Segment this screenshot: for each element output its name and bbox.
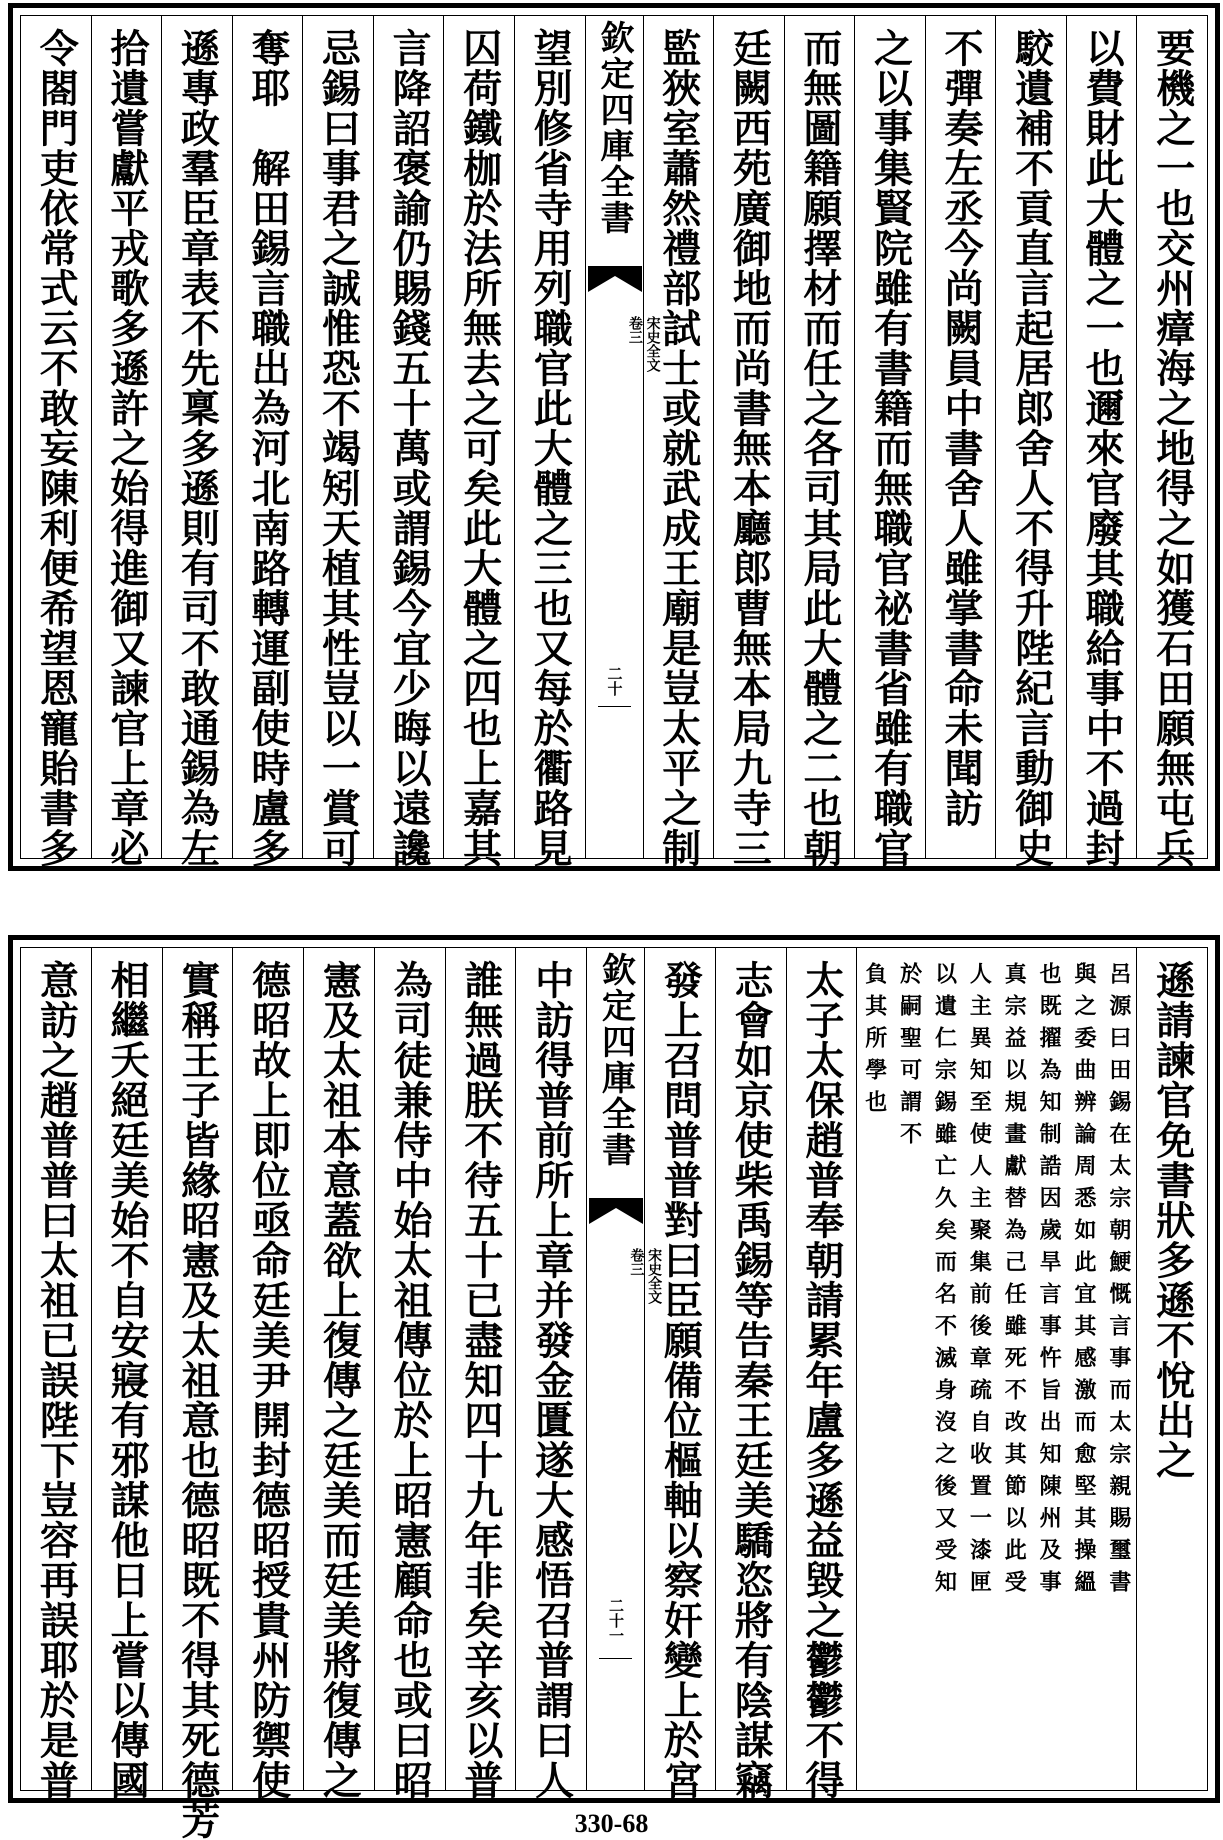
text-column: 憲及太祖本意蓋欲上復傳之廷美而廷美將復傳之 — [303, 948, 374, 1790]
book-title: 欽定四庫全書 — [595, 952, 636, 1168]
annotation-column: 也既擢為知制誥因歲旱言事忤旨出知陳州及事 — [1036, 962, 1063, 1602]
page-number: 二十 — [605, 666, 624, 696]
volume-number: 卷三 — [626, 316, 643, 344]
annotation-block — [856, 948, 1136, 1790]
upper-page-columns — [21, 16, 1207, 868]
center-fold-column — [586, 948, 663, 1790]
annotation-column: 於嗣聖可謂不 — [896, 962, 923, 1154]
annotation-column: 負其所學也 — [861, 962, 888, 1122]
text-column: 言降詔褒諭仍賜錢五十萬或謂錫今宜少晦以遠讒 — [373, 16, 444, 858]
text-column: 而無圖籍願擇材而任之各司其局此大體之二也朝 — [784, 16, 855, 858]
text-column: 為司徒兼侍中始太祖傳位於上昭憲顧命也或曰昭 — [374, 948, 445, 1790]
text-column: 監狹室蕭然禮部試士或就武成王廟是豈太平之制 — [643, 16, 714, 858]
book-title: 欽定四庫全書 — [594, 20, 634, 236]
text-column: 望別修省寺用列職官此大體之三也又每於衢路見 — [514, 16, 585, 858]
text-column: 德昭故上即位亟命廷美尹開封德昭授貴州防禦使 — [232, 948, 303, 1790]
text-column: 囚荷鐵枷於法所無去之可矣此大體之四也上嘉其 — [443, 16, 514, 858]
text-column: 要機之一也交州瘴海之地得之如獲石田願無屯兵 — [1136, 16, 1207, 858]
text-column: 不彈奏左丞今尚闕員中書舍人雖掌書命未聞訪 — [925, 16, 996, 858]
fish-tail-mark-icon — [586, 266, 644, 296]
text-column: 遜專政羣臣章表不先稟多遜則有司不敢通錫為左 — [161, 16, 232, 858]
fish-tail-mark-icon — [587, 1198, 645, 1228]
text-column: 之以事集賢院雖有書籍而無職官祕書省雖有職官 — [854, 16, 925, 858]
text-column: 令閤門吏依常式云不敢妄陳利便希望恩寵貽書多 — [33, 28, 80, 868]
text-column: 忌錫曰事君之誠惟恐不竭矧天植其性豈以一賞可 — [302, 16, 373, 858]
text-column: 實稱王子皆緣昭憲及太祖意也德昭既不得其死德芳 — [162, 948, 233, 1790]
annotation-column: 與之委曲辨論周悉如此宜其感激而愈堅其操縕 — [1070, 962, 1097, 1602]
text-column: 誰無過朕不待五十已盡知四十九年非矣辛亥以普 — [445, 948, 516, 1790]
text-column: 廷闕西苑廣御地而尚書無本廳郎曹無本局九寺三 — [713, 16, 784, 858]
text-column: 奪耶 解田錫言職出為河北南路轉運副使時盧多 — [232, 16, 303, 858]
text-column: 相繼夭絕廷美始不自安寢有邪謀他日上嘗以傳國 — [91, 948, 162, 1790]
divider — [598, 706, 631, 707]
text-column: 意訪之趙普普曰太祖已誤陛下豈容再誤耶於是普 — [33, 960, 80, 1800]
text-column: 中訪得普前所上章并發金匱遂大感悟召普謂曰人 — [515, 948, 586, 1790]
text-column: 遜請諫官免書狀多遜不悅出之 — [1136, 948, 1207, 1790]
text-column: 駮遺補不貢直言起居郎舍人不得升陛紀言動御史 — [995, 16, 1066, 858]
center-fold-column — [585, 16, 661, 858]
annotation-column: 真宗益以規畫獻替為己任雖死不改其節以此受 — [1001, 962, 1028, 1602]
volume-number: 卷三 — [628, 1248, 645, 1276]
text-column: 拾遺嘗獻平戎歌多遜許之始得進御又諫官上章必 — [91, 16, 162, 858]
book-name: 宋史全文 — [646, 1248, 663, 1304]
annotation-column: 以遺仁宗錫雖亡久矣而名不滅身沒之後又受知 — [931, 962, 958, 1602]
page-number: 二十一 — [607, 1598, 625, 1643]
text-column: 發上召問普普對曰臣願備位樞軸以察奸變上於宮 — [644, 948, 715, 1790]
annotation-column: 人主異知至使人主聚集前後章疏自收置一漆匣 — [966, 962, 993, 1602]
text-column: 以費財此大體之一也邇來官廢其職給事中不過封 — [1066, 16, 1137, 858]
annotation-column: 呂源曰田錫在太宗朝鯁慨言事而太宗親賜璽書 — [1105, 962, 1132, 1602]
book-name: 宋史全文 — [644, 316, 661, 372]
text-column: 志會如京使柴禹錫等告秦王廷美驕恣將有陰謀竊 — [715, 948, 786, 1790]
text-column: 太子太保趙普奉朝請累年盧多遜益毀之鬱鬱不得 — [786, 948, 857, 1790]
upper-page — [8, 3, 1220, 871]
divider — [599, 1658, 632, 1659]
footer-page-code: 330-68 — [574, 1809, 649, 1838]
